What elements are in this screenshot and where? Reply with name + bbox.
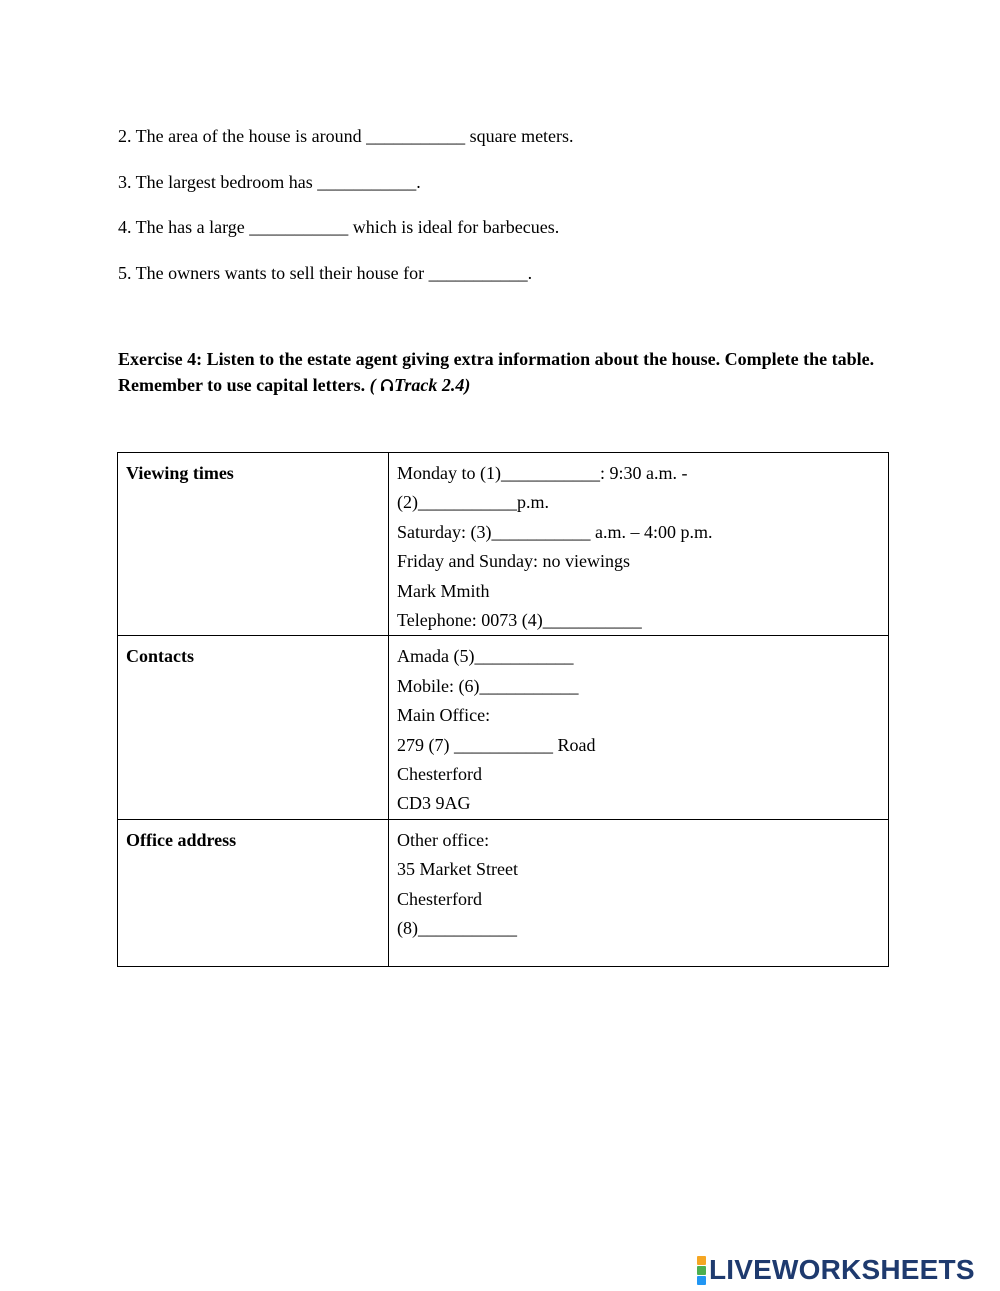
question-5: 5. The owners wants to sell their house for ___________. — [118, 263, 533, 283]
row-label-contacts: Contacts — [118, 636, 389, 819]
headphones-icon — [380, 378, 394, 392]
table-line: (2)___________p.m. — [397, 492, 549, 513]
logo-text: LIVEWORKSHEETS — [709, 1254, 975, 1285]
question-3: 3. The largest bedroom has ___________. — [118, 172, 421, 192]
table-line: Mark Mmith — [397, 580, 490, 601]
info-table — [117, 452, 889, 967]
table-line: Chesterford — [397, 764, 482, 785]
table-row — [118, 636, 889, 819]
table-row — [118, 453, 889, 636]
question-4: 4. The has a large ___________ which is ideal for barbecues. — [118, 217, 560, 237]
row-content-office-address — [389, 819, 889, 966]
table-line: Saturday: (3)___________ a.m. – 4:00 p.m. — [397, 521, 713, 542]
row-content-contacts — [389, 636, 889, 819]
track-reference: ( Track 2.4) — [369, 375, 471, 395]
table-row — [118, 819, 889, 966]
row-label-office-address: Office address — [118, 819, 389, 966]
exercise-4-instruction — [118, 346, 888, 398]
table-line: CD3 9AG — [397, 793, 471, 814]
table-line: 279 (7) ___________ Road — [397, 734, 596, 755]
table-line: Main Office: — [397, 705, 491, 726]
table-line: Monday to (1)___________: 9:30 a.m. - — [397, 463, 688, 483]
row-content-viewing-times — [389, 453, 889, 636]
exercise-4-text: Exercise 4: Listen to the estate agent giving extra information about the house. Complete the table. Remember to use capital letters. — [118, 349, 875, 395]
row-label-viewing-times: Viewing times — [118, 453, 389, 636]
table-line: Telephone: 0073 (4)___________ — [397, 610, 642, 631]
table-line: Chesterford — [397, 888, 482, 909]
table-line: Mobile: (6)___________ — [397, 675, 579, 696]
table-line: Amada (5)___________ — [397, 646, 574, 667]
question-2: 2. The area of the house is around ___________ square meters. — [118, 126, 574, 146]
logo-blocks-icon — [697, 1256, 706, 1285]
table-line: Other office: — [397, 829, 490, 850]
table-line: Friday and Sunday: no viewings — [397, 551, 630, 572]
table-line: 35 Market Street — [397, 859, 518, 880]
table-line: (8)___________ — [397, 918, 517, 939]
liveworksheets-logo — [697, 1254, 975, 1286]
